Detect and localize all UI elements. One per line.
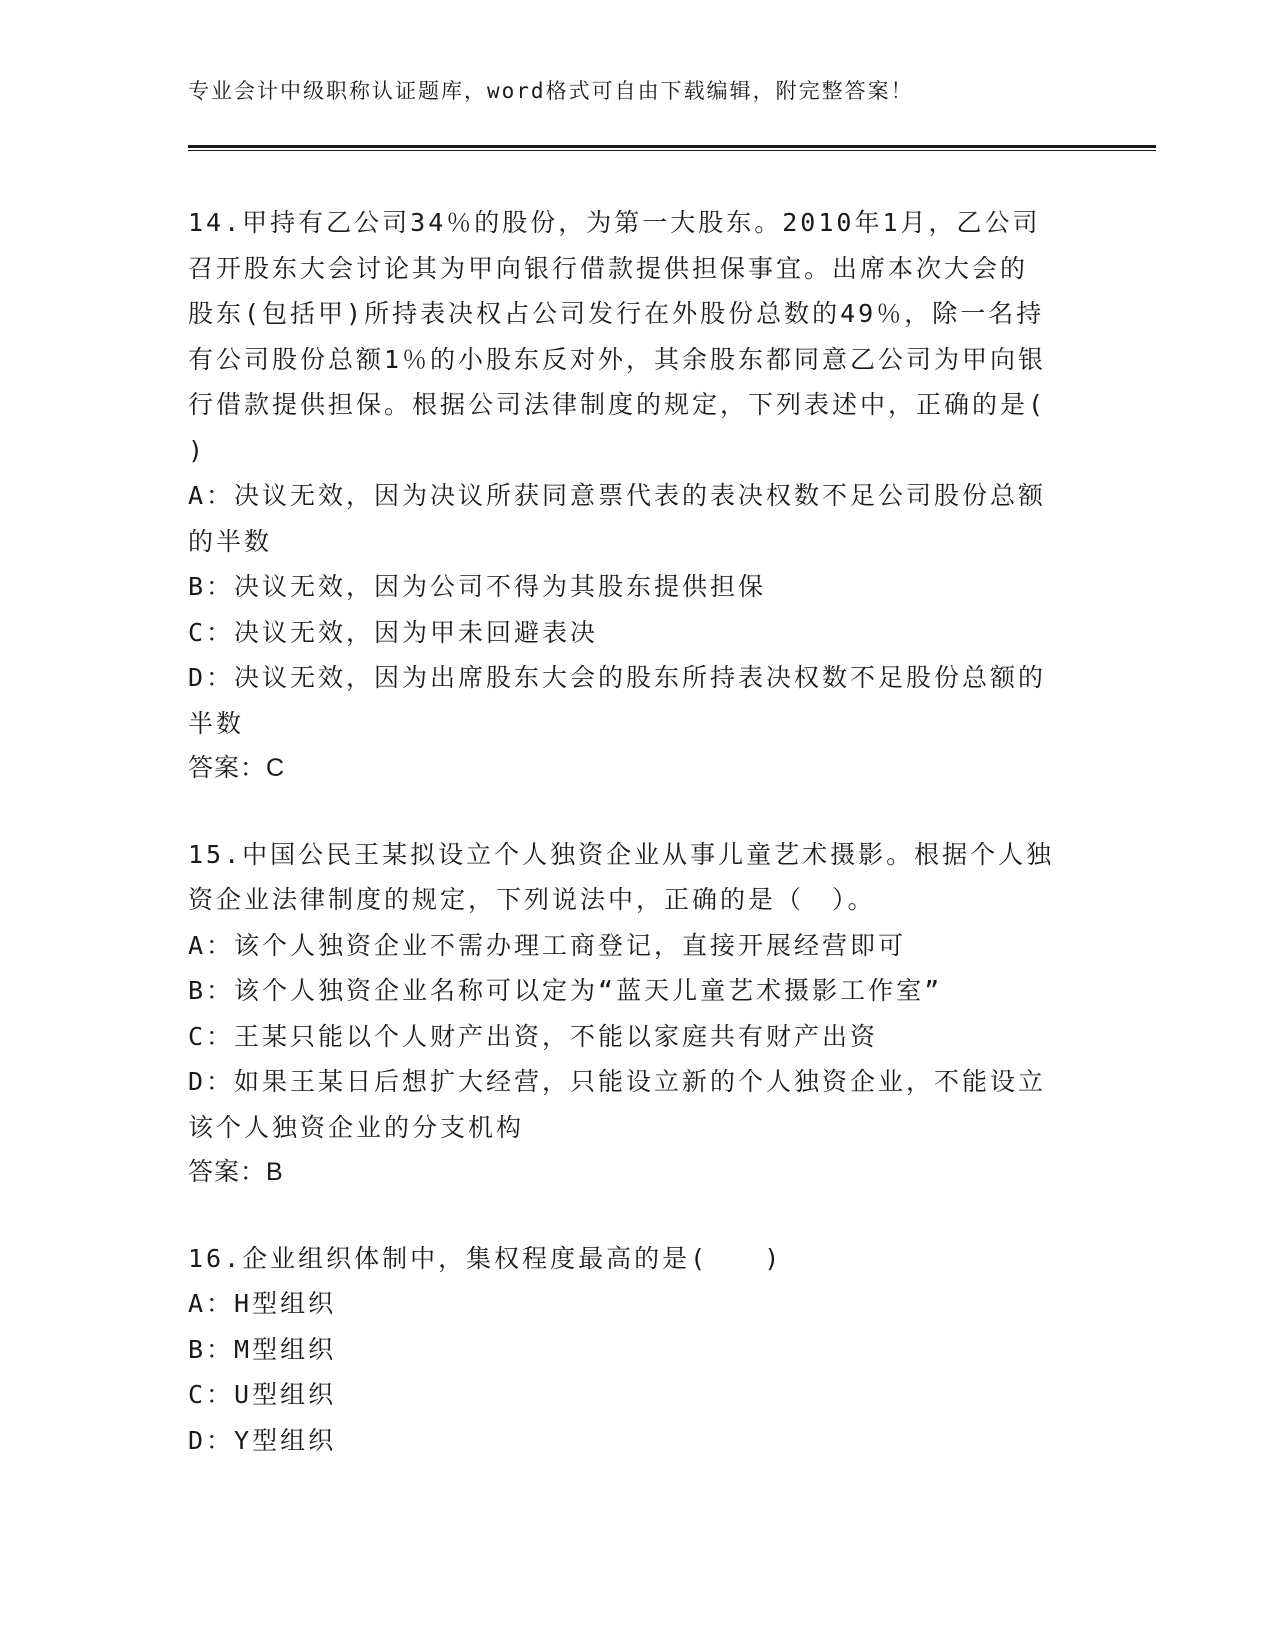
question-list xyxy=(188,200,1088,1503)
option-line: C：王某只能以个人财产出资，不能以家庭共有财产出资 xyxy=(188,1021,879,1051)
option-line: B：该个人独资企业名称可以定为“蓝天儿童艺术摄影工作室” xyxy=(188,976,943,1005)
page-header-title: 专业会计中级职称认证题库，word格式可自由下载编辑，附完整答案！ xyxy=(188,79,914,103)
header-divider-thick xyxy=(188,145,1156,148)
question-stem-line: 召开股东大会讨论其为甲向银行借款提供担保事宜。出席本次大会的 xyxy=(188,253,1029,283)
option-line: D：如果王某日后想扩大经营，只能设立新的个人独资企业，不能设立 xyxy=(188,1067,1047,1096)
option-line: D：Y型组织 xyxy=(188,1425,337,1455)
option-line: A：H型组织 xyxy=(188,1289,337,1318)
question-16 xyxy=(188,1236,1088,1464)
question-stem-line: 15.中国公民王某拟设立个人独资企业从事儿童艺术摄影。根据个人独 xyxy=(188,839,1055,869)
option-line: A：该个人独资企业不需办理工商登记，直接开展经营即可 xyxy=(188,930,907,960)
option-line: C：决议无效，因为甲未回避表决 xyxy=(188,617,599,647)
answer-line: 答案：B xyxy=(188,1158,284,1186)
option-line: A：决议无效，因为决议所获同意票代表的表决权数不足公司股份总额 xyxy=(188,481,1047,510)
question-stem-line: 16.企业组织体制中，集权程度最高的是( ) xyxy=(188,1243,783,1273)
option-line: 半数 xyxy=(188,708,245,738)
question-14 xyxy=(188,200,1088,792)
option-line: 的半数 xyxy=(188,526,273,556)
option-line: B：决议无效，因为公司不得为其股东提供担保 xyxy=(188,572,767,601)
question-stem-line: 14.甲持有乙公司34％的股份，为第一大股东。2010年1月，乙公司 xyxy=(188,208,1041,237)
option-line: C：U型组织 xyxy=(188,1380,337,1409)
question-stem-line: 资企业法律制度的规定，下列说法中，正确的是（ ）。 xyxy=(188,885,876,914)
option-line: 该个人独资企业的分支机构 xyxy=(188,1112,525,1142)
question-stem-line: 股东(包括甲)所持表决权占公司发行在外股份总数的49％，除一名持 xyxy=(188,299,1045,328)
answer-line: 答案：C xyxy=(188,754,286,782)
question-stem-line: 有公司股份总额1％的小股东反对外，其余股东都同意乙公司为甲向银 xyxy=(188,344,1047,374)
question-15 xyxy=(188,832,1088,1196)
option-line: D：决议无效，因为出席股东大会的股东所持表决权数不足股份总额的 xyxy=(188,663,1047,692)
header-divider-thin xyxy=(188,150,1156,151)
option-line: B：M型组织 xyxy=(188,1334,337,1364)
question-stem-line: ) xyxy=(188,435,207,465)
question-stem-line: 行借款提供担保。根据公司法律制度的规定，下列表述中，正确的是( xyxy=(188,390,1047,419)
